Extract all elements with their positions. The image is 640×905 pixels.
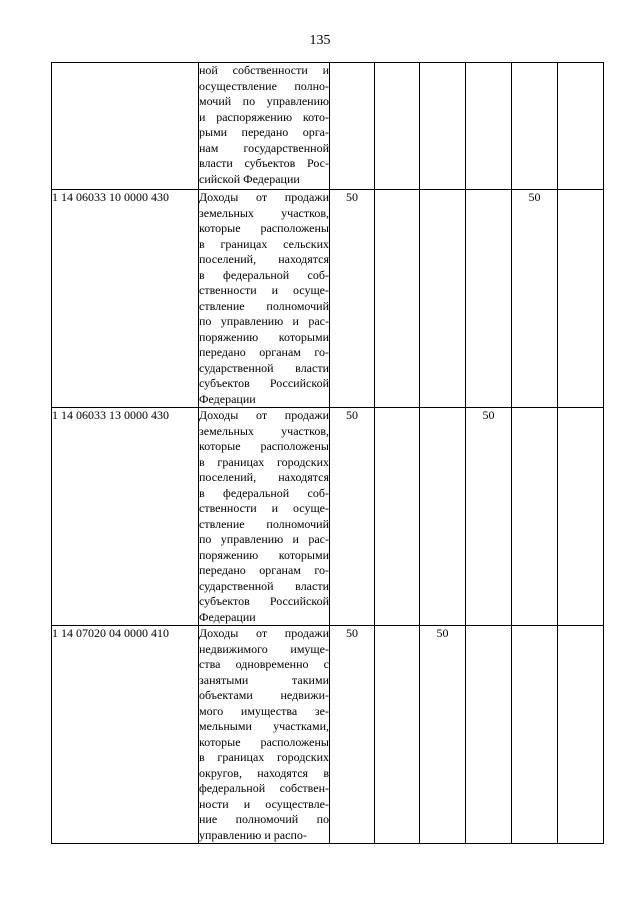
table-row — [52, 190, 604, 408]
description-line: мельными участками, — [199, 719, 329, 733]
norm-value-cell: 50 — [330, 626, 375, 844]
description-line: которые расположены — [199, 221, 329, 235]
description-line: сударственной власти — [199, 360, 329, 375]
norm-value-cell — [375, 408, 420, 626]
description-line: Доходы от продажи — [199, 408, 329, 422]
description-line: в границах городских — [199, 750, 329, 764]
norm-value-cell — [375, 190, 420, 408]
table-row — [52, 408, 604, 626]
description-line: ствление полномочий — [199, 516, 329, 531]
description-line: поряжению которыми — [199, 547, 329, 562]
table-row — [52, 626, 604, 844]
description-line: мочий по управлению — [199, 94, 329, 108]
norm-value-cell — [420, 63, 466, 190]
description-line: федеральной собствен- — [199, 781, 329, 795]
description-line: нам государственной — [199, 140, 329, 155]
description-line: в границах городских — [199, 454, 329, 469]
description-line: объектами недвижи- — [199, 688, 329, 702]
description-line: субъектов Российской — [199, 376, 329, 390]
norm-value-cell — [558, 190, 604, 408]
description-line: в федеральной соб- — [199, 485, 329, 500]
description-line: поряжению которыми — [199, 329, 329, 344]
description-line: ства одновременно с — [199, 657, 329, 671]
norm-value-cell — [375, 626, 420, 844]
norm-value-cell — [466, 626, 512, 844]
norm-value-cell — [466, 190, 512, 408]
description-line: земельных участков, — [199, 205, 329, 220]
description-line: Доходы от продажи — [199, 626, 329, 640]
description-line: ственности и осуще- — [199, 501, 329, 515]
description-line: ной собственности и — [199, 63, 329, 77]
description-line: и распоряжению кото- — [199, 109, 329, 124]
description-line: которые расположены — [199, 439, 329, 453]
norm-value-cell: 50 — [420, 626, 466, 844]
norm-value-cell — [558, 408, 604, 626]
description-line: осуществление полно- — [199, 78, 329, 93]
revenue-description — [199, 626, 330, 844]
description-line: поселений, находятся — [199, 470, 329, 484]
description-line: в границах сельских — [199, 236, 329, 251]
budget-classification-code: 1 14 06033 10 0000 430 — [52, 190, 199, 408]
description-line: Федерации — [199, 391, 256, 406]
revenue-description — [199, 408, 330, 626]
description-line: рыми передано орга- — [199, 125, 329, 139]
description-line: Доходы от продажи — [199, 190, 329, 204]
revenue-description — [199, 63, 330, 190]
norm-value-cell — [558, 626, 604, 844]
norm-value-cell — [466, 63, 512, 190]
budget-classification-code: 1 14 07020 04 0000 410 — [52, 626, 199, 844]
description-line: земельных участков, — [199, 423, 329, 438]
budget-classification-code: 1 14 06033 13 0000 430 — [52, 408, 199, 626]
norm-value-cell — [512, 63, 558, 190]
table-row — [52, 63, 604, 190]
norm-value-cell — [375, 63, 420, 190]
description-line: Федерации — [199, 609, 256, 624]
description-line: ние полномочий по — [199, 812, 329, 826]
description-line: передано органам го- — [199, 563, 329, 577]
description-line: власти субъектов Рос- — [199, 156, 329, 170]
description-line: по управлению и рас- — [199, 532, 329, 546]
description-line: которые расположены — [199, 734, 329, 749]
norm-value-cell: 50 — [330, 408, 375, 626]
description-line: недвижимого имуще- — [199, 641, 329, 656]
page-number: 135 — [309, 33, 331, 48]
description-line: ности и осуществле- — [199, 796, 329, 811]
norm-value-cell: 50 — [466, 408, 512, 626]
description-line: округов, находятся в — [199, 765, 329, 780]
description-line: ственности и осуще- — [199, 283, 329, 297]
norm-value-cell — [512, 408, 558, 626]
description-line: субъектов Российской — [199, 594, 329, 608]
norm-value-cell: 50 — [512, 190, 558, 408]
description-line: передано органам го- — [199, 345, 329, 359]
norm-value-cell — [512, 626, 558, 844]
description-line: занятыми такими — [199, 672, 329, 687]
description-line: сударственной власти — [199, 578, 329, 593]
norm-value-cell — [420, 190, 466, 408]
description-line: ствление полномочий — [199, 298, 329, 313]
revenue-distribution-table — [51, 62, 604, 844]
norm-value-cell — [558, 63, 604, 190]
description-line: поселений, находятся — [199, 252, 329, 266]
norm-value-cell — [330, 63, 375, 190]
description-line: в федеральной соб- — [199, 267, 329, 282]
budget-classification-code — [52, 63, 199, 190]
description-line: сийской Федерации — [199, 171, 300, 186]
norm-value-cell: 50 — [330, 190, 375, 408]
norm-value-cell — [420, 408, 466, 626]
description-line: по управлению и рас- — [199, 314, 329, 328]
description-line: управлению и распо- — [199, 827, 307, 842]
revenue-description — [199, 190, 330, 408]
description-line: мого имущества зе- — [199, 703, 329, 718]
